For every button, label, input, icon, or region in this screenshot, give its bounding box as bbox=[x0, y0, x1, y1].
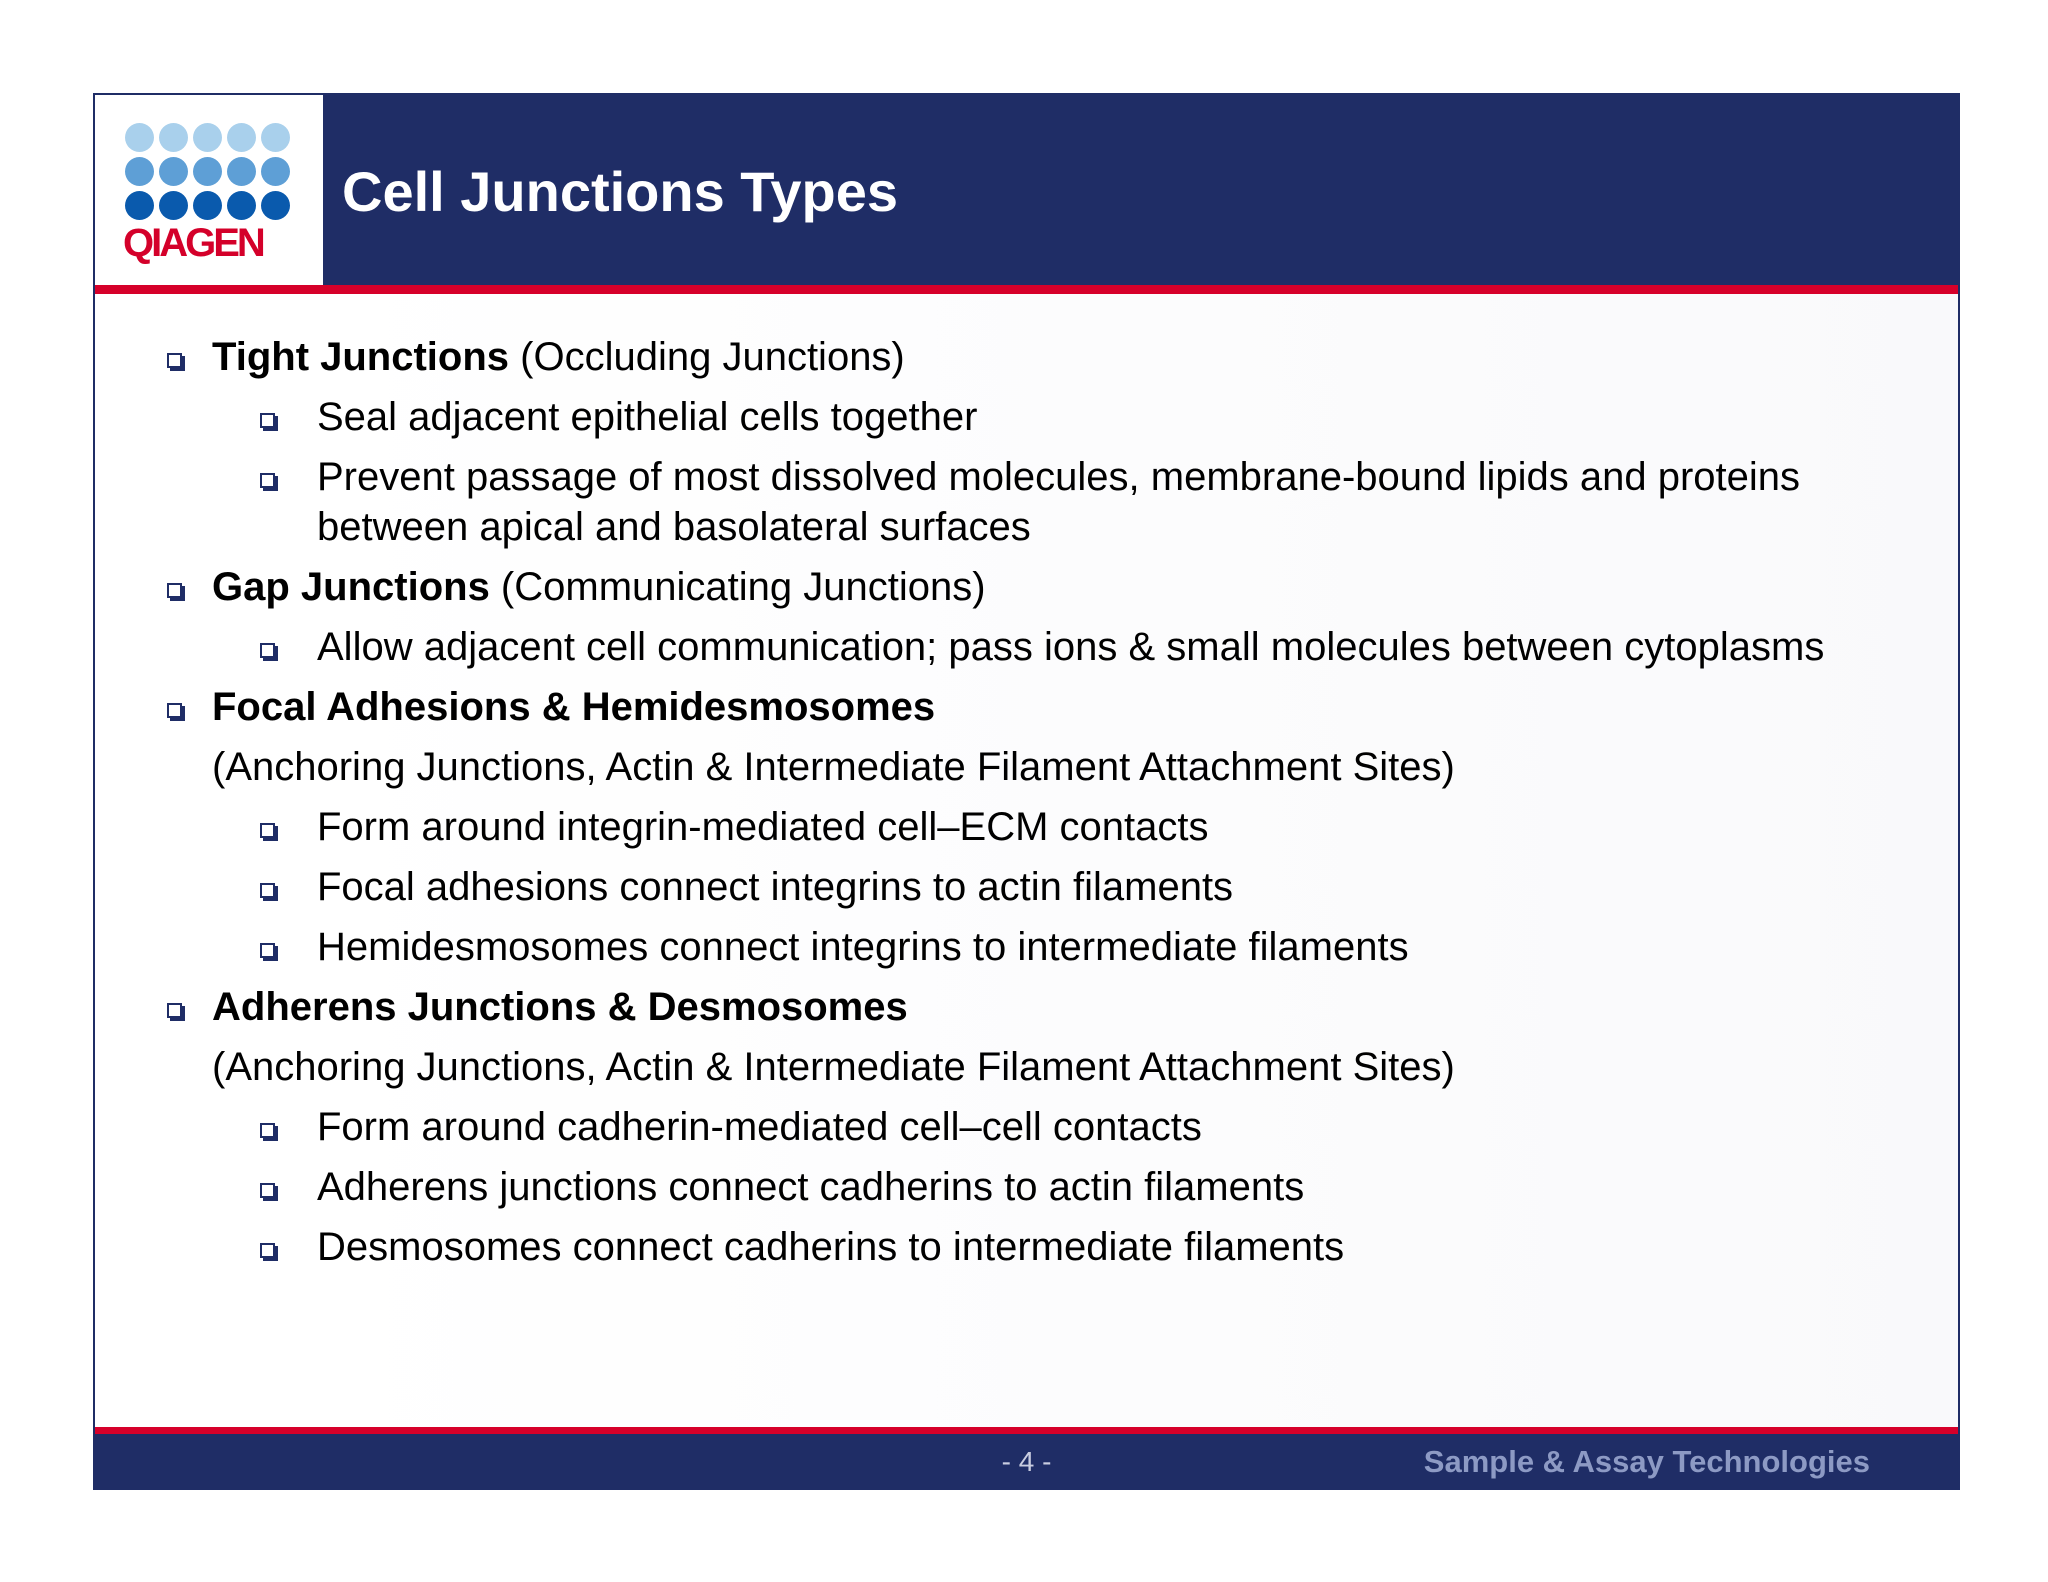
item-paren: (Anchoring Junctions, Actin & Intermediate Filament Attachment Sites) bbox=[212, 1045, 1455, 1089]
slide-header bbox=[95, 95, 1958, 285]
bullet-icon bbox=[260, 413, 275, 428]
list-item bbox=[212, 562, 986, 612]
item-paren: (Anchoring Junctions, Actin & Intermediate Filament Attachment Sites) bbox=[212, 745, 1455, 789]
bullet-icon bbox=[260, 943, 275, 958]
page-number: - 4 - bbox=[1001, 1446, 1052, 1477]
list-subitem-continuation: between apical and basolateral surfaces bbox=[317, 505, 1031, 549]
list-subitem: Focal adhesions connect integrins to actin filaments bbox=[317, 865, 1234, 909]
list-item bbox=[212, 682, 935, 732]
bullet-icon bbox=[260, 1123, 275, 1138]
list-subitem: Desmosomes connect cadherins to intermediate filaments bbox=[317, 1225, 1345, 1269]
slide bbox=[93, 93, 1960, 1490]
header-divider bbox=[95, 285, 1958, 294]
bullet-icon bbox=[260, 1183, 275, 1198]
list-item bbox=[212, 332, 905, 382]
bullet-icon bbox=[167, 703, 182, 718]
item-heading: Tight Junctions bbox=[212, 335, 510, 379]
item-paren: (Communicating Junctions) bbox=[489, 565, 986, 609]
logo-wordmark: QIAGEN bbox=[123, 221, 263, 265]
bullet-icon bbox=[260, 883, 275, 898]
item-heading: Gap Junctions bbox=[212, 565, 490, 609]
qiagen-logo bbox=[95, 95, 323, 285]
list-subitem: Seal adjacent epithelial cells together bbox=[317, 395, 978, 439]
bullet-icon bbox=[260, 823, 275, 838]
list-subitem: Form around cadherin-mediated cell–cell contacts bbox=[317, 1105, 1202, 1149]
bullet-icon bbox=[260, 1243, 275, 1258]
item-heading: Adherens Junctions & Desmosomes bbox=[212, 985, 908, 1029]
list-item bbox=[212, 982, 908, 1032]
slide-footer bbox=[95, 1434, 1958, 1488]
list-subitem: Form around integrin-mediated cell–ECM contacts bbox=[317, 805, 1209, 849]
bullet-icon bbox=[260, 473, 275, 488]
list-subitem: Hemidesmosomes connect integrins to intermediate filaments bbox=[317, 925, 1409, 969]
bullet-icon bbox=[260, 643, 275, 658]
item-heading: Focal Adhesions & Hemidesmosomes bbox=[212, 685, 936, 729]
bullet-icon bbox=[167, 353, 182, 368]
list-subitem: Adherens junctions connect cadherins to actin filaments bbox=[317, 1165, 1305, 1209]
bullet-icon bbox=[167, 1003, 182, 1018]
footer-tagline: Sample & Assay Technologies bbox=[1423, 1444, 1870, 1479]
bullet-icon bbox=[167, 583, 182, 598]
qiagen-dot-grid-icon bbox=[125, 123, 295, 225]
item-paren: (Occluding Junctions) bbox=[509, 335, 905, 379]
list-subitem: Allow adjacent cell communication; pass ions & small molecules between cytoplasms bbox=[317, 625, 1825, 669]
list-subitem: Prevent passage of most dissolved molecules, membrane-bound lipids and proteins bbox=[317, 455, 1801, 499]
page-title: Cell Junctions Types bbox=[342, 160, 898, 223]
